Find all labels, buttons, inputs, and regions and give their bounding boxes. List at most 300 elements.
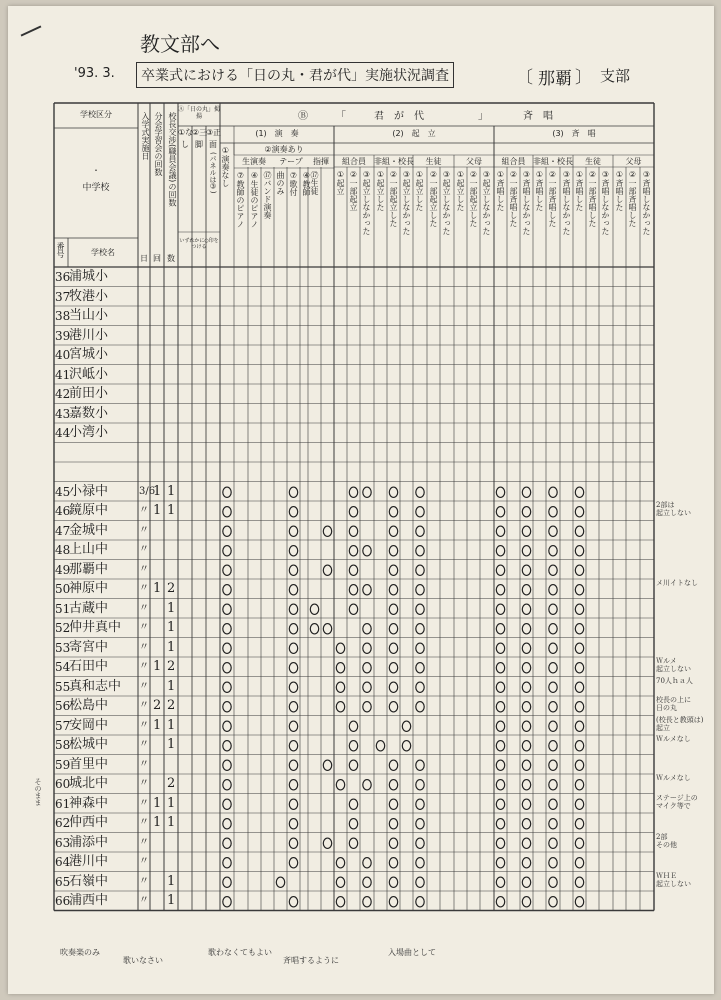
circle-mark bbox=[522, 585, 530, 595]
row-ceremony-date: 〃 bbox=[139, 524, 149, 536]
circle-mark bbox=[389, 838, 397, 848]
row-ceremony-date: 〃 bbox=[139, 661, 149, 672]
row-number: 38 bbox=[55, 309, 71, 323]
row-number: 41 bbox=[55, 367, 71, 382]
circle-mark bbox=[416, 663, 424, 673]
row-negotiation-count: 1 bbox=[167, 678, 176, 694]
ensou-conductor-label: 指揮 bbox=[313, 157, 329, 166]
row-number: 61 bbox=[55, 796, 71, 811]
kiritsu-col-1: ①起立 bbox=[336, 170, 345, 195]
circle-mark bbox=[549, 487, 557, 497]
circle-mark bbox=[549, 663, 557, 673]
ensou-col-2: ④生徒のピアノ bbox=[250, 171, 259, 228]
row-school-name: 沢岻小 bbox=[69, 366, 109, 382]
circle-mark bbox=[522, 858, 530, 868]
hinomaru-mark-note: いずれかに○印をつける bbox=[179, 238, 219, 250]
circle-mark bbox=[496, 721, 504, 731]
seisho-subgroup-1: 組合員 bbox=[501, 157, 526, 166]
survey-sheet bbox=[8, 6, 714, 994]
circle-mark bbox=[496, 526, 504, 536]
circle-mark bbox=[496, 487, 504, 497]
margin-note: Ｗルメ bbox=[656, 657, 677, 665]
row-school-name: 松城中 bbox=[69, 737, 109, 752]
circle-mark bbox=[549, 760, 557, 770]
ensou-col-4: 曲のみ bbox=[276, 171, 285, 195]
ensou-tape-label: テープ bbox=[279, 157, 303, 166]
circle-mark bbox=[223, 897, 231, 907]
row-school-name: 浦城小 bbox=[69, 269, 109, 284]
circle-mark bbox=[522, 838, 530, 848]
circle-mark bbox=[363, 663, 371, 673]
circle-mark bbox=[223, 507, 231, 517]
circle-mark bbox=[389, 780, 397, 790]
hinomaru-col-tripod: ②三 bbox=[192, 128, 208, 137]
circle-mark bbox=[522, 799, 530, 809]
circle-mark bbox=[496, 663, 504, 673]
circle-mark bbox=[496, 877, 504, 887]
circle-mark bbox=[522, 624, 530, 634]
row-negotiation-count: 1 bbox=[167, 795, 176, 811]
circle-mark bbox=[389, 897, 397, 907]
kimigayo-marker: Ⓑ bbox=[298, 111, 308, 122]
circle-mark bbox=[363, 858, 371, 868]
ensou-col-1: ⑦教師のピアノ bbox=[236, 171, 245, 228]
row-school-name: 真和志中 bbox=[69, 678, 122, 694]
bottom-note: 入場曲として bbox=[388, 948, 436, 957]
circle-mark bbox=[575, 799, 583, 809]
kiritsu-col-2: ②一部起立 bbox=[349, 170, 358, 211]
row-school-name: 仲西中 bbox=[69, 815, 109, 830]
branch-bracket-close: 〕 bbox=[575, 68, 592, 88]
seisho-col-7: ①斉唱した bbox=[575, 170, 584, 211]
group-kiritsu: (2) 起 立 bbox=[392, 129, 436, 138]
circle-mark bbox=[575, 546, 583, 556]
circle-mark bbox=[522, 565, 530, 575]
circle-mark bbox=[389, 682, 397, 692]
count-a-label: 回 bbox=[153, 254, 161, 263]
row-number: 53 bbox=[55, 640, 71, 655]
kiritsu-subgroup-1: 組合員 bbox=[342, 157, 366, 166]
circle-mark bbox=[323, 526, 331, 536]
row-school-name: 上山中 bbox=[69, 542, 109, 557]
circle-mark bbox=[223, 643, 231, 653]
row-number: 66 bbox=[55, 894, 71, 908]
kiritsu-col-3: ③起立しなかった bbox=[362, 170, 371, 235]
ensou-live-label: 生演奏 bbox=[242, 157, 266, 166]
row-number: 51 bbox=[55, 601, 71, 616]
circle-mark bbox=[289, 682, 297, 692]
row-school-name: 当山小 bbox=[69, 308, 109, 323]
circle-mark bbox=[289, 819, 297, 829]
survey-year: '93. 3. bbox=[74, 66, 115, 81]
circle-mark bbox=[496, 546, 504, 556]
hinomaru-col-front: ③正 bbox=[206, 128, 222, 137]
circle-mark bbox=[349, 565, 357, 575]
circle-mark bbox=[402, 741, 410, 751]
circle-mark bbox=[323, 760, 331, 770]
hinomaru-header: Ⓐ「日の丸」掲揚 bbox=[178, 106, 221, 120]
middle-school-label: 中学校 bbox=[82, 183, 110, 193]
circle-mark bbox=[416, 819, 424, 829]
circle-mark bbox=[575, 838, 583, 848]
row-school-name: 金城中 bbox=[69, 522, 109, 538]
circle-mark bbox=[416, 702, 424, 712]
kiritsu-col-11: ②一部起立した bbox=[469, 170, 478, 227]
row-number: 39 bbox=[55, 328, 71, 343]
circle-mark bbox=[389, 760, 397, 770]
circle-mark bbox=[575, 565, 583, 575]
circle-mark bbox=[522, 546, 530, 556]
row-number: 46 bbox=[55, 504, 71, 518]
circle-mark bbox=[522, 682, 530, 692]
circle-mark bbox=[363, 624, 371, 634]
circle-mark bbox=[549, 624, 557, 634]
circle-mark bbox=[223, 487, 231, 497]
circle-mark bbox=[575, 877, 583, 887]
margin-note: Ｗルメなし bbox=[656, 774, 691, 782]
row-school-name: 寄宮中 bbox=[69, 639, 109, 655]
row-ceremony-date: 〃 bbox=[139, 895, 149, 906]
row-meetings-count: 1 bbox=[153, 503, 162, 518]
circle-mark bbox=[496, 682, 504, 692]
circle-mark bbox=[575, 526, 583, 536]
circle-mark bbox=[289, 546, 297, 556]
row-number: 40 bbox=[55, 348, 71, 362]
circle-mark bbox=[289, 663, 297, 673]
bottom-note: 斉唱するように bbox=[283, 956, 339, 965]
circle-mark bbox=[323, 565, 331, 575]
circle-mark bbox=[496, 897, 504, 907]
row-negotiation-count: 2 bbox=[167, 659, 176, 674]
circle-mark bbox=[522, 741, 530, 751]
circle-mark bbox=[496, 702, 504, 712]
circle-mark bbox=[289, 585, 297, 595]
row-ceremony-date: 〃 bbox=[139, 680, 149, 692]
row-negotiation-count: 1 bbox=[167, 717, 176, 733]
group-seisho: (3) 斉 唱 bbox=[552, 129, 596, 138]
row-ceremony-date: 〃 bbox=[139, 602, 149, 614]
circle-mark bbox=[389, 507, 397, 517]
row-number: 64 bbox=[55, 855, 71, 869]
margin-note: (校長と教頭は) bbox=[656, 715, 704, 724]
circle-mark bbox=[575, 624, 583, 634]
row-number: 52 bbox=[55, 621, 71, 635]
circle-mark bbox=[575, 604, 583, 614]
circle-mark bbox=[223, 858, 231, 868]
row-ceremony-date: 〃 bbox=[139, 739, 149, 750]
circle-mark bbox=[575, 819, 583, 829]
hinomaru-col-none: ①な bbox=[178, 128, 194, 137]
school-name-label: 学校名 bbox=[91, 248, 115, 257]
row-school-name: 前田小 bbox=[69, 386, 109, 401]
branch-suffix: 支部 bbox=[600, 67, 631, 85]
row-ceremony-date: 〃 bbox=[139, 544, 149, 555]
kiritsu-subgroup-3: 生徒 bbox=[425, 157, 442, 166]
circle-mark bbox=[416, 760, 424, 770]
circle-mark bbox=[522, 526, 530, 536]
group-ensou: (1) 演 奏 bbox=[255, 129, 299, 138]
row-negotiation-count: 1 bbox=[167, 893, 176, 908]
circle-mark bbox=[416, 624, 424, 634]
seisho-col-10: ①斉唱した bbox=[615, 170, 624, 211]
circle-mark bbox=[416, 565, 424, 575]
row-ceremony-date: 3/6 bbox=[139, 485, 156, 497]
circle-mark bbox=[549, 741, 557, 751]
circle-mark bbox=[389, 487, 397, 497]
hinomaru-col-tripod-b: 脚 bbox=[195, 140, 203, 149]
row-number: 43 bbox=[55, 406, 71, 421]
kimigayo-seisho: 斉 唱 bbox=[523, 111, 553, 122]
circle-mark bbox=[575, 858, 583, 868]
circle-mark bbox=[289, 702, 297, 712]
circle-mark bbox=[496, 643, 504, 653]
circle-mark bbox=[363, 897, 371, 907]
circle-mark bbox=[223, 799, 231, 809]
school-category-label: 学校区分 bbox=[80, 110, 112, 119]
seisho-col-12: ③斉唱しなかった bbox=[642, 170, 651, 235]
circle-mark bbox=[416, 546, 424, 556]
margin-note: メ川イトなし bbox=[656, 579, 698, 587]
circle-mark bbox=[363, 877, 371, 887]
circle-mark bbox=[289, 507, 297, 517]
circle-mark bbox=[336, 897, 344, 907]
circle-mark bbox=[549, 702, 557, 712]
circle-mark bbox=[522, 604, 530, 614]
row-school-name: 古蔵中 bbox=[69, 600, 109, 616]
circle-mark bbox=[522, 897, 530, 907]
circle-mark bbox=[349, 799, 357, 809]
circle-mark bbox=[416, 799, 424, 809]
circle-mark bbox=[575, 585, 583, 595]
row-school-name: 那覇中 bbox=[69, 561, 109, 577]
margin-note: 起立しない bbox=[656, 509, 691, 517]
circle-mark bbox=[276, 877, 284, 887]
circle-mark bbox=[289, 526, 297, 536]
circle-mark bbox=[223, 585, 231, 595]
circle-mark bbox=[416, 507, 424, 517]
ensou-col-3: ⑰バンド演奏 bbox=[263, 171, 272, 219]
row-school-name: 神原中 bbox=[69, 581, 109, 596]
circle-mark bbox=[289, 721, 297, 731]
circle-mark bbox=[496, 624, 504, 634]
ensou-ari-label: ②演奏あり bbox=[264, 145, 304, 154]
circle-mark bbox=[310, 624, 318, 634]
row-number: 36 bbox=[55, 270, 71, 284]
survey-title: 卒業式における「日の丸・君が代」実施状況調査 bbox=[136, 62, 454, 88]
circle-mark bbox=[323, 838, 331, 848]
circle-mark bbox=[223, 624, 231, 634]
circle-mark bbox=[549, 546, 557, 556]
row-school-name: 石嶺中 bbox=[69, 873, 109, 889]
margin-note: 起立 bbox=[656, 723, 670, 732]
circle-mark bbox=[496, 799, 504, 809]
circle-mark bbox=[289, 487, 297, 497]
row-number: 47 bbox=[55, 523, 71, 538]
ceremony-date-label: 入学式実施日 bbox=[141, 112, 150, 160]
margin-note: その他 bbox=[656, 840, 677, 849]
circle-mark bbox=[496, 585, 504, 595]
row-negotiation-count: 2 bbox=[167, 698, 176, 713]
circle-mark bbox=[575, 487, 583, 497]
margin-note: 日の丸 bbox=[656, 704, 677, 712]
circle-mark bbox=[289, 858, 297, 868]
row-number: 54 bbox=[55, 660, 71, 674]
circle-mark bbox=[549, 838, 557, 848]
seisho-col-4: ①斉唱した bbox=[535, 170, 544, 211]
kiritsu-col-9: ③起立しなかった bbox=[442, 170, 451, 235]
circle-mark bbox=[289, 780, 297, 790]
row-meetings-count: 2 bbox=[153, 698, 162, 713]
circle-mark bbox=[223, 702, 231, 712]
circle-mark bbox=[223, 760, 231, 770]
circle-mark bbox=[323, 624, 331, 634]
circle-mark bbox=[389, 604, 397, 614]
row-school-name: 鏡原中 bbox=[69, 503, 109, 518]
row-school-name: 城北中 bbox=[69, 776, 109, 791]
circle-mark bbox=[363, 585, 371, 595]
kiritsu-subgroup-2: 非組・校長 bbox=[374, 157, 414, 166]
seisho-col-1: ①斉唱した bbox=[496, 170, 505, 211]
circle-mark bbox=[549, 507, 557, 517]
circle-mark bbox=[496, 760, 504, 770]
circle-mark bbox=[416, 604, 424, 614]
circle-mark bbox=[349, 546, 357, 556]
margin-note: 2部は bbox=[656, 501, 675, 509]
kiritsu-subgroup-4: 父母 bbox=[466, 157, 482, 166]
circle-mark bbox=[575, 760, 583, 770]
row-school-name: 浦添中 bbox=[69, 834, 109, 850]
branch-name: 那覇 bbox=[538, 69, 572, 89]
row-school-name: 嘉数小 bbox=[69, 405, 109, 421]
circle-mark bbox=[389, 877, 397, 887]
row-ceremony-date: 〃 bbox=[139, 505, 149, 516]
circle-mark bbox=[349, 741, 357, 751]
row-number: 63 bbox=[55, 835, 71, 850]
row-number: 62 bbox=[55, 816, 71, 830]
row-meetings-count: 1 bbox=[153, 659, 162, 674]
hinomaru-col-none-b: し bbox=[181, 140, 189, 149]
row-number: 37 bbox=[55, 289, 71, 304]
header-dot: ・ bbox=[92, 166, 100, 175]
circle-mark bbox=[349, 585, 357, 595]
row-school-name: 浦西中 bbox=[69, 893, 109, 908]
row-number: 56 bbox=[55, 699, 71, 713]
bottom-note: 吹奏楽のみ bbox=[60, 948, 100, 957]
circle-mark bbox=[363, 682, 371, 692]
circle-mark bbox=[522, 760, 530, 770]
circle-mark bbox=[310, 604, 318, 614]
kimigayo-quote-close: 」 bbox=[478, 111, 488, 122]
row-ceremony-date: 〃 bbox=[139, 875, 149, 887]
circle-mark bbox=[496, 838, 504, 848]
negotiation-label: 校長交渉(職員会議)の回数 bbox=[168, 112, 177, 207]
circle-mark bbox=[289, 799, 297, 809]
row-ceremony-date: 〃 bbox=[139, 856, 149, 867]
row-ceremony-date: 〃 bbox=[139, 583, 149, 594]
circle-mark bbox=[575, 507, 583, 517]
circle-mark bbox=[389, 526, 397, 536]
circle-mark bbox=[496, 604, 504, 614]
circle-mark bbox=[223, 741, 231, 751]
seisho-col-3: ③斉唱しなかった bbox=[522, 170, 531, 235]
circle-mark bbox=[549, 604, 557, 614]
row-ceremony-date: 〃 bbox=[139, 641, 149, 653]
ensou-col-5: ⑦歌付 bbox=[289, 171, 298, 196]
circle-mark bbox=[363, 780, 371, 790]
row-ceremony-date: 〃 bbox=[139, 719, 149, 731]
branch-bracket-open: 〔 bbox=[516, 68, 533, 88]
ensou-col-6: ④教師 bbox=[302, 171, 311, 196]
circle-mark bbox=[549, 721, 557, 731]
row-number: 59 bbox=[55, 757, 71, 772]
row-number: 45 bbox=[55, 484, 71, 499]
row-school-name: 小湾小 bbox=[69, 425, 109, 440]
seisho-col-6: ③斉唱しなかった bbox=[562, 170, 571, 235]
circle-mark bbox=[575, 663, 583, 673]
circle-mark bbox=[289, 838, 297, 848]
seisho-subgroup-4: 父母 bbox=[625, 157, 642, 166]
circle-mark bbox=[336, 682, 344, 692]
circle-mark bbox=[522, 877, 530, 887]
margin-note: ＷＨＥ bbox=[656, 871, 677, 880]
row-ceremony-date: 〃 bbox=[139, 817, 149, 828]
circle-mark bbox=[349, 507, 357, 517]
margin-note: 2部 bbox=[656, 832, 668, 841]
seisho-subgroup-2: 非組・校長 bbox=[533, 157, 573, 166]
circle-mark bbox=[416, 526, 424, 536]
row-school-name: 宮城小 bbox=[69, 347, 109, 362]
kimigayo-title: 君 が 代 bbox=[374, 111, 424, 122]
circle-mark bbox=[549, 877, 557, 887]
circle-mark bbox=[289, 604, 297, 614]
row-ceremony-date: 〃 bbox=[139, 836, 149, 848]
row-ceremony-date: 〃 bbox=[139, 563, 149, 575]
circle-mark bbox=[575, 682, 583, 692]
row-school-name: 仲井真中 bbox=[69, 620, 122, 635]
circle-mark bbox=[549, 799, 557, 809]
row-ceremony-date: 〃 bbox=[139, 700, 149, 711]
row-negotiation-count: 1 bbox=[167, 620, 176, 635]
circle-mark bbox=[363, 546, 371, 556]
circle-mark bbox=[389, 585, 397, 595]
circle-mark bbox=[223, 604, 231, 614]
row-number: 48 bbox=[55, 543, 71, 557]
margin-note: 起立しない bbox=[656, 879, 691, 888]
circle-mark bbox=[336, 858, 344, 868]
seisho-col-2: ②一部斉唱した bbox=[509, 170, 518, 227]
row-number: 42 bbox=[55, 387, 71, 401]
row-number: 50 bbox=[55, 582, 71, 596]
circle-mark bbox=[522, 819, 530, 829]
seisho-col-5: ②一部斉唱した bbox=[548, 170, 557, 227]
circle-mark bbox=[336, 663, 344, 673]
circle-mark bbox=[496, 565, 504, 575]
kiritsu-col-4: ①起立した bbox=[376, 170, 385, 211]
circle-mark bbox=[349, 604, 357, 614]
circle-mark bbox=[522, 780, 530, 790]
circle-mark bbox=[416, 897, 424, 907]
margin-note: マイク等で bbox=[656, 801, 691, 810]
circle-mark bbox=[389, 819, 397, 829]
circle-mark bbox=[376, 741, 384, 751]
row-school-name: 首里中 bbox=[69, 756, 109, 772]
circle-mark bbox=[389, 643, 397, 653]
ensou-none-label: ①演奏なし bbox=[221, 146, 230, 187]
circle-mark bbox=[289, 760, 297, 770]
circle-mark bbox=[575, 721, 583, 731]
bottom-note: 歌わなくてもよい bbox=[208, 948, 272, 957]
circle-mark bbox=[223, 565, 231, 575]
